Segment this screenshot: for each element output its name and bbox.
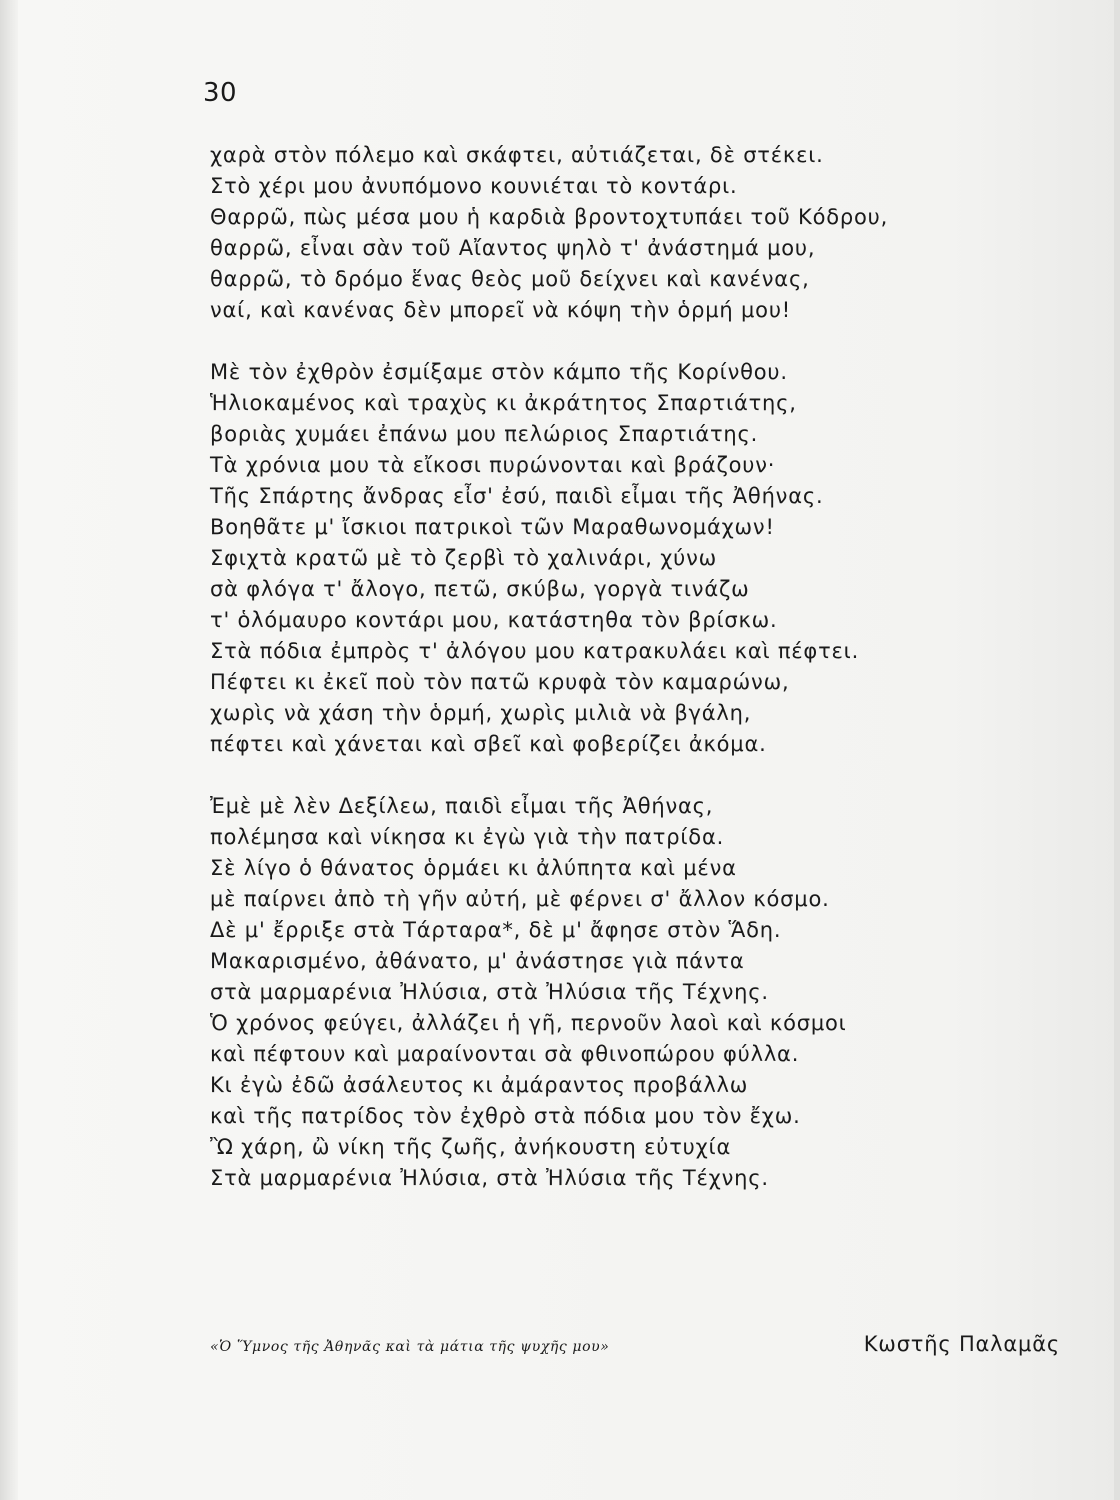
poem-line: χαρὰ στὸν πόλεμο καὶ σκάφτει, αὐτιάζεται, δὲ στέκει.: [210, 143, 824, 167]
poem-line: τ' ὁλόμαυρο κοντάρι μου, κατάστηθα τὸν βρίσκω.: [210, 608, 778, 632]
poem-line: χωρὶς νὰ χάση τὴν ὁρμή, χωρὶς μιλιὰ νὰ βγάλη,: [210, 701, 752, 725]
stanza-1: [210, 140, 1070, 326]
poem-line: Βοηθᾶτε μ' ἴσκιοι πατρικοὶ τῶν Μαραθωνομάχων!: [210, 515, 775, 539]
poem-line: θαρρῶ, τὸ δρόμο ἕνας θεὸς μοῦ δείχνει καὶ κανένας,: [210, 267, 810, 291]
poem-line: Ὢ χάρη, ὢ νίκη τῆς ζωῆς, ἀνήκουστη εὐτυχία: [210, 1135, 732, 1159]
stanza-2: [210, 357, 1070, 760]
poem-line: Ὁ χρόνος φεύγει, ἀλλάζει ἡ γῆ, περνοῦν λαοὶ καὶ κόσμοι: [210, 1011, 847, 1035]
poem-line: στὰ μαρμαρένια Ἠλύσια, στὰ Ἠλύσια τῆς Τέχνης.: [210, 980, 769, 1004]
poem-line: Στὰ πόδια ἐμπρὸς τ' ἀλόγου μου κατρακυλάει καὶ πέφτει.: [210, 639, 860, 663]
poem-body: [210, 140, 1070, 1194]
stanza-3: [210, 791, 1070, 1194]
poem-line: σὰ φλόγα τ' ἄλογο, πετῶ, σκύβω, γοργὰ τινάζω: [210, 577, 750, 601]
poem-line: Ἡλιοκαμένος καὶ τραχὺς κι ἀκράτητος Σπαρτιάτης,: [210, 391, 797, 415]
poem-line: θαρρῶ, εἶναι σὰν τοῦ Αἴαντος ψηλὸ τ' ἀνάστημά μου,: [210, 236, 816, 260]
poem-line: Στὰ μαρμαρένια Ἠλύσια, στὰ Ἠλύσια τῆς Τέχνης.: [210, 1166, 769, 1190]
poem-line: Δὲ μ' ἔρριξε στὰ Τάρταρα*, δὲ μ' ἄφησε στὸν Ἅδη.: [210, 918, 782, 942]
poem-line: Τῆς Σπάρτης ἄνδρας εἶσ' ἐσύ, παιδὶ εἶμαι τῆς Ἀθήνας.: [210, 484, 824, 508]
poem-line: βοριὰς χυμάει ἐπάνω μου πελώριος Σπαρτιάτης.: [210, 422, 759, 446]
poem-line: Μακαρισμένο, ἀθάνατο, μ' ἀνάστησε γιὰ πάντα: [210, 949, 745, 973]
poem-line: ναί, καὶ κανένας δὲν μπορεῖ νὰ κόψη τὴν ὁρμή μου!: [210, 298, 791, 322]
poem-line: πέφτει καὶ χάνεται καὶ σβεῖ καὶ φοβερίζει ἀκόμα.: [210, 732, 767, 756]
source-title: «Ὁ Ὕμνος τῆς Ἀθηνᾶς καὶ τὰ μάτια τῆς ψυχῆς μου»: [210, 1339, 610, 1355]
poem-line: Ἐμὲ μὲ λὲν Δεξίλεω, παιδὶ εἶμαι τῆς Ἀθήνας,: [210, 794, 714, 818]
poem-line: πολέμησα καὶ νίκησα κι ἐγὼ γιὰ τὴν πατρίδα.: [210, 825, 725, 849]
poem-line: Μὲ τὸν ἐχθρὸν ἐσμίξαμε στὸν κάμπο τῆς Κορίνθου.: [210, 360, 788, 384]
page-right-edge: [1114, 0, 1120, 1500]
poem-line: Πέφτει κι ἐκεῖ ποὺ τὸν πατῶ κρυφὰ τὸν καμαρώνω,: [210, 670, 790, 694]
poem-line: Σφιχτὰ κρατῶ μὲ τὸ ζερβὶ τὸ χαλινάρι, χύνω: [210, 546, 718, 570]
poem-line: Στὸ χέρι μου ἀνυπόμονο κουνιέται τὸ κοντάρι.: [210, 174, 738, 198]
attribution: [210, 1332, 1060, 1356]
poem-line: Σὲ λίγο ὁ θάνατος ὁρμάει κι ἀλύπητα καὶ μένα: [210, 856, 737, 880]
poem-line: μὲ παίρνει ἀπὸ τὴ γῆν αὐτή, μὲ φέρνει σ' ἄλλον κόσμο.: [210, 887, 830, 911]
poem-line: καὶ πέφτουν καὶ μαραίνονται σὰ φθινοπώρου φύλλα.: [210, 1042, 800, 1066]
page-binding-edge: [0, 0, 18, 1500]
page-number: 30: [203, 78, 238, 108]
poem-line: Τὰ χρόνια μου τὰ εἴκοσι πυρώνονται καὶ βράζουν·: [210, 453, 776, 477]
poem-line: Θαρρῶ, πὼς μέσα μου ἡ καρδιὰ βροντοχτυπάει τοῦ Κόδρου,: [210, 205, 889, 229]
author-name: Κωστῆς Παλαμᾶς: [863, 1332, 1060, 1356]
poem-line: Κι ἐγὼ ἐδῶ ἀσάλευτος κι ἀμάραντος προβάλλω: [210, 1073, 749, 1097]
poem-line: καὶ τῆς πατρίδος τὸν ἐχθρὸ στὰ πόδια μου τὸν ἔχω.: [210, 1104, 801, 1128]
